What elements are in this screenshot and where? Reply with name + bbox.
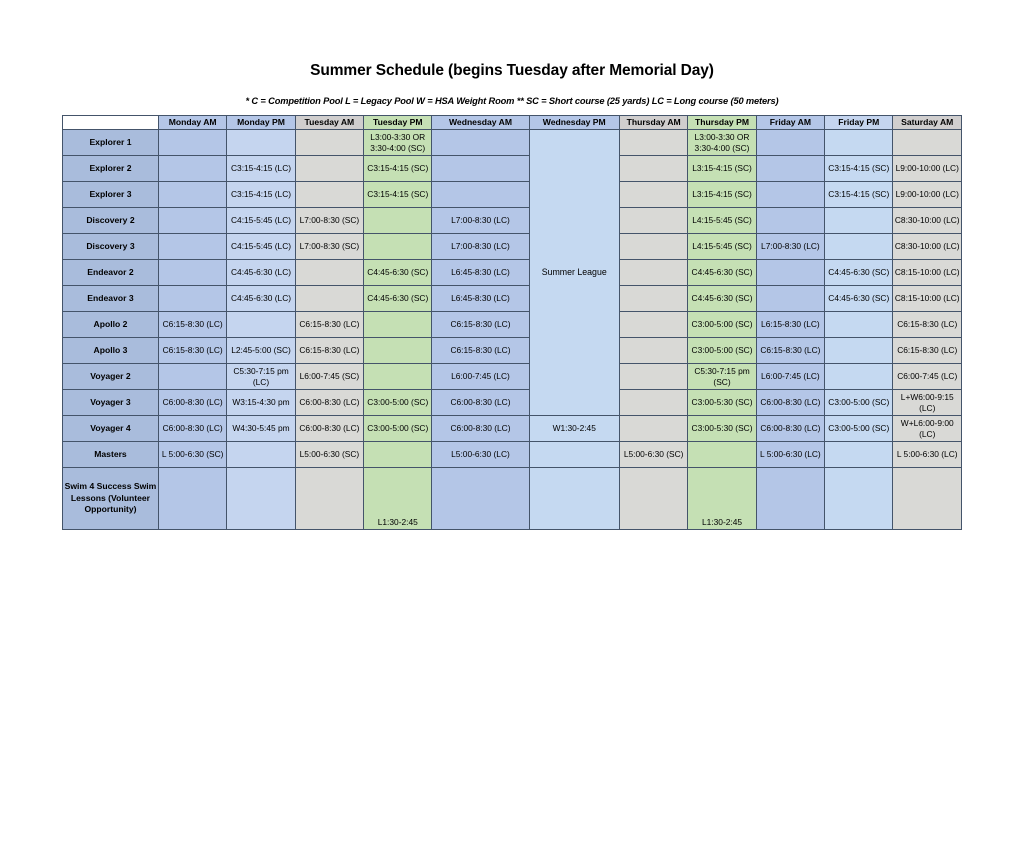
table-row: [63, 156, 962, 182]
cell-tuesday-pm-6: C4:45-6:30 (SC): [364, 260, 432, 286]
cell-thursday-am-9: [619, 338, 687, 364]
cell-saturday-am-10: C6:00-7:45 (LC): [893, 364, 962, 390]
table-row: [63, 416, 962, 442]
row-label-voyager-3: Voyager 3: [63, 390, 159, 416]
header-row: [63, 116, 962, 130]
table-row: [63, 312, 962, 338]
cell-monday-am-7: [158, 286, 226, 312]
cell-wednesday-am-1: [432, 130, 529, 156]
table-header: [63, 116, 962, 130]
cell-tuesday-am-14: [295, 468, 363, 530]
row-label-apollo-2: Apollo 2: [63, 312, 159, 338]
cell-monday-am-12: C6:00-8:30 (LC): [158, 416, 226, 442]
cell-tuesday-am-3: [295, 182, 363, 208]
column-header-tuesday-am: Tuesday AM: [295, 116, 363, 130]
row-label-endeavor-3: Endeavor 3: [63, 286, 159, 312]
cell-thursday-pm-11: C3:00-5:30 (SC): [688, 390, 756, 416]
cell-friday-am-14: [756, 468, 824, 530]
cell-tuesday-am-7: [295, 286, 363, 312]
row-label-voyager-4: Voyager 4: [63, 416, 159, 442]
cell-tuesday-pm-13: [364, 442, 432, 468]
cell-saturday-am-1: [893, 130, 962, 156]
cell-monday-am-3: [158, 182, 226, 208]
cell-tuesday-pm-10: [364, 364, 432, 390]
cell-thursday-am-10: [619, 364, 687, 390]
cell-monday-pm-4: C4:15-5:45 (LC): [227, 208, 295, 234]
cell-tuesday-am-8: C6:15-8:30 (LC): [295, 312, 363, 338]
cell-wednesday-am-12: C6:00-8:30 (LC): [432, 416, 529, 442]
row-label-apollo-3: Apollo 3: [63, 338, 159, 364]
cell-monday-am-6: [158, 260, 226, 286]
cell-tuesday-am-2: [295, 156, 363, 182]
cell-wednesday-am-10: L6:00-7:45 (LC): [432, 364, 529, 390]
cell-thursday-pm-6: C4:45-6:30 (SC): [688, 260, 756, 286]
cell-tuesday-am-5: L7:00-8:30 (SC): [295, 234, 363, 260]
cell-thursday-am-14: [619, 468, 687, 530]
cell-thursday-pm-14: L1:30-2:45: [688, 468, 756, 530]
cell-monday-am-11: C6:00-8:30 (LC): [158, 390, 226, 416]
row-label-masters: Masters: [63, 442, 159, 468]
cell-saturday-am-7: C8:15-10:00 (LC): [893, 286, 962, 312]
cell-saturday-am-4: C8:30-10:00 (LC): [893, 208, 962, 234]
cell-thursday-pm-5: L4:15-5:45 (SC): [688, 234, 756, 260]
schedule-table-wrapper: [0, 115, 1024, 530]
cell-thursday-pm-1: L3:00-3:30 OR 3:30-4:00 (SC): [688, 130, 756, 156]
cell-monday-pm-11: W3:15-4:30 pm: [227, 390, 295, 416]
cell-wednesday-am-9: C6:15-8:30 (LC): [432, 338, 529, 364]
cell-thursday-pm-9: C3:00-5:00 (SC): [688, 338, 756, 364]
cell-wednesday-am-3: [432, 182, 529, 208]
cell-monday-pm-1: [227, 130, 295, 156]
column-header-monday-pm: Monday PM: [227, 116, 295, 130]
cell-saturday-am-2: L9:00-10:00 (LC): [893, 156, 962, 182]
cell-thursday-am-4: [619, 208, 687, 234]
cell-friday-pm-4: [825, 208, 893, 234]
cell-friday-am-3: [756, 182, 824, 208]
table-row: [63, 234, 962, 260]
cell-wednesday-am-5: L7:00-8:30 (LC): [432, 234, 529, 260]
cell-monday-pm-2: C3:15-4:15 (LC): [227, 156, 295, 182]
cell-tuesday-pm-3: C3:15-4:15 (SC): [364, 182, 432, 208]
cell-tuesday-pm-1: L3:00-3:30 OR 3:30-4:00 (SC): [364, 130, 432, 156]
cell-thursday-pm-13: [688, 442, 756, 468]
cell-friday-am-8: L6:15-8:30 (LC): [756, 312, 824, 338]
cell-tuesday-pm-12: C3:00-5:00 (SC): [364, 416, 432, 442]
cell-monday-am-8: C6:15-8:30 (LC): [158, 312, 226, 338]
cell-friday-pm-6: C4:45-6:30 (SC): [825, 260, 893, 286]
cell-thursday-am-7: [619, 286, 687, 312]
cell-tuesday-am-12: C6:00-8:30 (LC): [295, 416, 363, 442]
cell-thursday-pm-12: C3:00-5:30 (SC): [688, 416, 756, 442]
page-title: Summer Schedule (begins Tuesday after Memorial Day): [310, 62, 714, 79]
cell-monday-am-9: C6:15-8:30 (LC): [158, 338, 226, 364]
cell-tuesday-am-9: C6:15-8:30 (LC): [295, 338, 363, 364]
cell-friday-pm-12: C3:00-5:00 (SC): [825, 416, 893, 442]
row-label-swim-4-success-swim-lessons-volunteer-opportunity: Swim 4 Success Swim Lessons (Volunteer Opportunity): [63, 468, 159, 530]
cell-wednesday-am-7: L6:45-8:30 (LC): [432, 286, 529, 312]
cell-thursday-am-5: [619, 234, 687, 260]
cell-friday-am-2: [756, 156, 824, 182]
cell-saturday-am-14: [893, 468, 962, 530]
cell-friday-am-12: C6:00-8:30 (LC): [756, 416, 824, 442]
cell-friday-pm-5: [825, 234, 893, 260]
table-row: [63, 442, 962, 468]
cell-monday-am-14: [158, 468, 226, 530]
cell-wednesday-am-14: [432, 468, 529, 530]
cell-tuesday-am-10: L6:00-7:45 (SC): [295, 364, 363, 390]
cell-friday-am-13: L 5:00-6:30 (LC): [756, 442, 824, 468]
row-label-voyager-2: Voyager 2: [63, 364, 159, 390]
schedule-page: [0, 62, 1024, 853]
row-label-discovery-2: Discovery 2: [63, 208, 159, 234]
cell-friday-pm-8: [825, 312, 893, 338]
row-label-explorer-2: Explorer 2: [63, 156, 159, 182]
cell-monday-pm-5: C4:15-5:45 (LC): [227, 234, 295, 260]
cell-wednesday-am-2: [432, 156, 529, 182]
cell-thursday-am-1: [619, 130, 687, 156]
cell-thursday-am-2: [619, 156, 687, 182]
row-label-discovery-3: Discovery 3: [63, 234, 159, 260]
cell-tuesday-am-4: L7:00-8:30 (SC): [295, 208, 363, 234]
cell-saturday-am-5: C8:30-10:00 (LC): [893, 234, 962, 260]
cell-monday-pm-8: [227, 312, 295, 338]
cell-tuesday-pm-4: [364, 208, 432, 234]
cell-friday-pm-2: C3:15-4:15 (SC): [825, 156, 893, 182]
cell-thursday-am-11: [619, 390, 687, 416]
column-header-saturday-am: Saturday AM: [893, 116, 962, 130]
cell-saturday-am-11: L+W6:00-9:15 (LC): [893, 390, 962, 416]
cell-summer-league: Summer League: [529, 130, 619, 416]
cell-tuesday-am-6: [295, 260, 363, 286]
cell-saturday-am-12: W+L6:00-9:00 (LC): [893, 416, 962, 442]
cell-thursday-am-6: [619, 260, 687, 286]
cell-tuesday-am-13: L5:00-6:30 (SC): [295, 442, 363, 468]
cell-thursday-am-13: L5:00-6:30 (SC): [619, 442, 687, 468]
cell-saturday-am-9: C6:15-8:30 (LC): [893, 338, 962, 364]
cell-friday-am-4: [756, 208, 824, 234]
column-header-friday-pm: Friday PM: [825, 116, 893, 130]
cell-wednesday-am-13: L5:00-6:30 (LC): [432, 442, 529, 468]
cell-friday-pm-11: C3:00-5:00 (SC): [825, 390, 893, 416]
cell-monday-pm-10: C5:30-7:15 pm (LC): [227, 364, 295, 390]
cell-wednesday-pm-14: [529, 468, 619, 530]
cell-wednesday-am-6: L6:45-8:30 (LC): [432, 260, 529, 286]
cell-saturday-am-8: C6:15-8:30 (LC): [893, 312, 962, 338]
schedule-table: [62, 115, 962, 530]
cell-saturday-am-13: L 5:00-6:30 (LC): [893, 442, 962, 468]
cell-tuesday-pm-2: C3:15-4:15 (SC): [364, 156, 432, 182]
cell-friday-am-11: C6:00-8:30 (LC): [756, 390, 824, 416]
table-row: [63, 338, 962, 364]
cell-friday-am-7: [756, 286, 824, 312]
cell-monday-pm-14: [227, 468, 295, 530]
cell-tuesday-pm-7: C4:45-6:30 (SC): [364, 286, 432, 312]
cell-tuesday-pm-8: [364, 312, 432, 338]
cell-monday-am-5: [158, 234, 226, 260]
row-label-endeavor-2: Endeavor 2: [63, 260, 159, 286]
column-header-friday-am: Friday AM: [756, 116, 824, 130]
table-corner: [63, 116, 159, 130]
table-row: [63, 208, 962, 234]
table-row: [63, 130, 962, 156]
table-row: [63, 390, 962, 416]
cell-tuesday-am-11: C6:00-8:30 (LC): [295, 390, 363, 416]
table-row: [63, 286, 962, 312]
cell-tuesday-pm-11: C3:00-5:00 (SC): [364, 390, 432, 416]
column-header-wednesday-am: Wednesday AM: [432, 116, 529, 130]
table-body: [63, 130, 962, 530]
cell-tuesday-pm-9: [364, 338, 432, 364]
cell-thursday-pm-8: C3:00-5:00 (SC): [688, 312, 756, 338]
cell-friday-am-5: L7:00-8:30 (LC): [756, 234, 824, 260]
cell-friday-pm-1: [825, 130, 893, 156]
cell-thursday-pm-2: L3:15-4:15 (SC): [688, 156, 756, 182]
cell-monday-pm-3: C3:15-4:15 (LC): [227, 182, 295, 208]
column-header-wednesday-pm: Wednesday PM: [529, 116, 619, 130]
cell-monday-am-13: L 5:00-6:30 (SC): [158, 442, 226, 468]
cell-thursday-pm-7: C4:45-6:30 (SC): [688, 286, 756, 312]
column-header-thursday-am: Thursday AM: [619, 116, 687, 130]
table-row: [63, 182, 962, 208]
cell-monday-am-2: [158, 156, 226, 182]
cell-monday-am-1: [158, 130, 226, 156]
cell-monday-pm-7: C4:45-6:30 (LC): [227, 286, 295, 312]
table-row: [63, 260, 962, 286]
cell-wednesday-pm-12: W1:30-2:45: [529, 416, 619, 442]
legend-text: * C = Competition Pool L = Legacy Pool W = HSA Weight Room ** SC = Short course (25 yards) LC = Long course (50 meters): [245, 96, 779, 106]
cell-monday-pm-13: [227, 442, 295, 468]
table-row: [63, 468, 962, 530]
cell-thursday-pm-3: L3:15-4:15 (SC): [688, 182, 756, 208]
table-row: [63, 364, 962, 390]
cell-tuesday-pm-14: L1:30-2:45: [364, 468, 432, 530]
cell-wednesday-am-4: L7:00-8:30 (LC): [432, 208, 529, 234]
cell-wednesday-pm-13: [529, 442, 619, 468]
cell-thursday-pm-10: C5:30-7:15 pm (SC): [688, 364, 756, 390]
cell-monday-pm-12: W4:30-5:45 pm: [227, 416, 295, 442]
cell-friday-am-6: [756, 260, 824, 286]
cell-monday-pm-9: L2:45-5:00 (SC): [227, 338, 295, 364]
cell-saturday-am-3: L9:00-10:00 (LC): [893, 182, 962, 208]
cell-wednesday-am-11: C6:00-8:30 (LC): [432, 390, 529, 416]
cell-monday-pm-6: C4:45-6:30 (LC): [227, 260, 295, 286]
cell-thursday-am-3: [619, 182, 687, 208]
cell-tuesday-am-1: [295, 130, 363, 156]
cell-thursday-am-12: [619, 416, 687, 442]
row-label-explorer-3: Explorer 3: [63, 182, 159, 208]
cell-friday-am-9: C6:15-8:30 (LC): [756, 338, 824, 364]
cell-monday-am-4: [158, 208, 226, 234]
cell-friday-pm-14: [825, 468, 893, 530]
cell-friday-am-10: L6:00-7:45 (LC): [756, 364, 824, 390]
cell-friday-pm-7: C4:45-6:30 (SC): [825, 286, 893, 312]
cell-saturday-am-6: C8:15-10:00 (LC): [893, 260, 962, 286]
cell-friday-am-1: [756, 130, 824, 156]
cell-thursday-pm-4: L4:15-5:45 (SC): [688, 208, 756, 234]
cell-friday-pm-13: [825, 442, 893, 468]
cell-friday-pm-9: [825, 338, 893, 364]
cell-tuesday-pm-5: [364, 234, 432, 260]
column-header-thursday-pm: Thursday PM: [688, 116, 756, 130]
cell-friday-pm-3: C3:15-4:15 (SC): [825, 182, 893, 208]
cell-friday-pm-10: [825, 364, 893, 390]
column-header-tuesday-pm: Tuesday PM: [364, 116, 432, 130]
row-label-explorer-1: Explorer 1: [63, 130, 159, 156]
cell-monday-am-10: [158, 364, 226, 390]
cell-thursday-am-8: [619, 312, 687, 338]
cell-wednesday-am-8: C6:15-8:30 (LC): [432, 312, 529, 338]
column-header-monday-am: Monday AM: [158, 116, 226, 130]
